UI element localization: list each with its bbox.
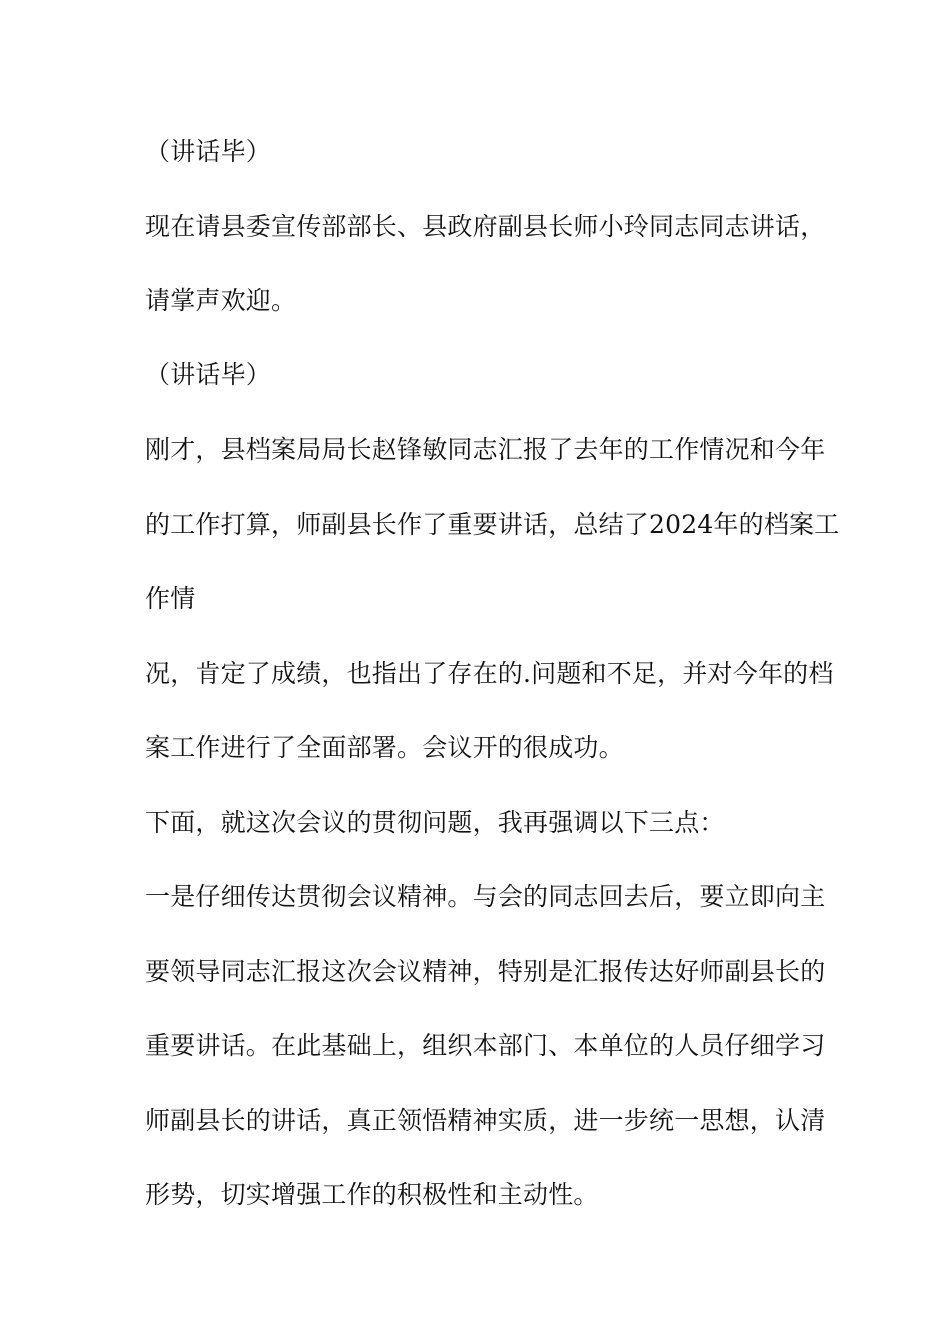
text-line: 刚才，县档案局局长赵锋敏同志汇报了去年的工作情况和今年: [145, 435, 826, 464]
text-line: 要领导同志汇报这次会议精神，特别是汇报传达好师副县长的: [145, 957, 826, 986]
text-line: 一是仔细传达贯彻会议精神。与会的同志回去后，要立即向主: [145, 882, 826, 911]
text-line: 重要讲话。在此基础上，组织本部门、本单位的人员仔细学习: [145, 1031, 826, 1060]
text-line-remark: （讲话毕）: [145, 137, 272, 166]
text-line: 案工作进行了全面部署。会议开的很成功。: [145, 733, 624, 762]
text-line: 现在请县委宣传部部长、县政府副县长师小玲同志同志讲话，: [145, 212, 826, 241]
text-line: 请掌声欢迎。: [145, 286, 297, 315]
text-line: 下面，就这次会议的贯彻问题，我再强调以下三点：: [145, 808, 725, 837]
text-line: 况，肯定了成绩，也指出了存在的.问题和不足，并对今年的档: [145, 659, 834, 688]
text-line: 的工作打算，师副县长作了重要讲话，总结了2024年的档案工: [145, 510, 840, 539]
text-line: 作情: [145, 584, 196, 613]
text-line: 形势，切实增强工作的积极性和主动性。: [145, 1180, 599, 1209]
text-line-remark: （讲话毕）: [145, 360, 272, 389]
text-line: 师副县长的讲话，真正领悟精神实质，进一步统一思想，认清: [145, 1106, 826, 1135]
